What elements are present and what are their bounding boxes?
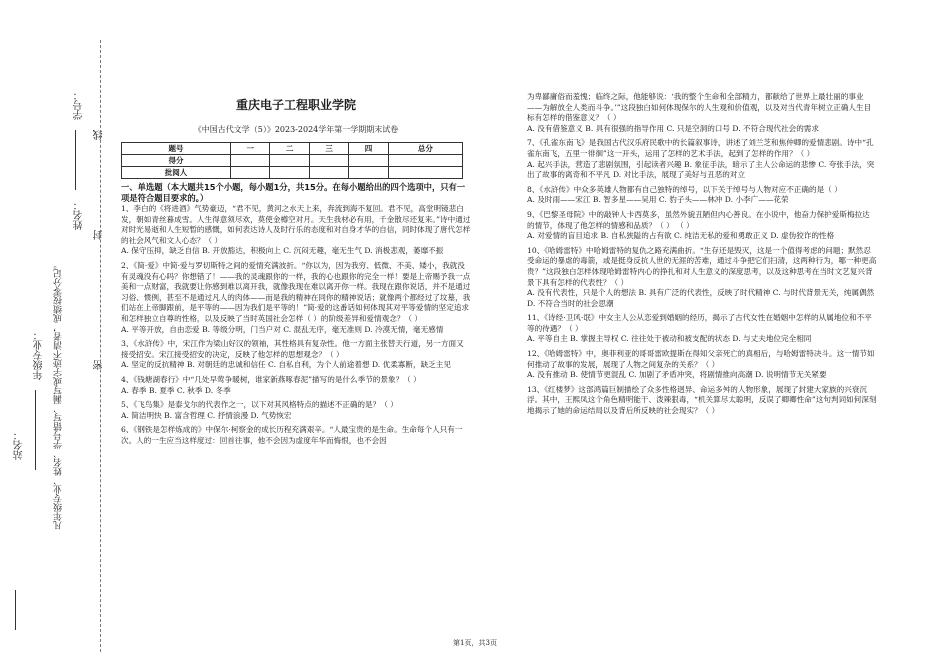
question-stem: 3、《水浒传》中，宋江作为梁山好汉的领袖，其性格具有复杂性。他一方面主张替天行道，另一方面又接受招安。宋江接受招安的决定，反映了他怎样的思想观念？（ ）: [121, 339, 464, 359]
seal-mark-feng: 封: [94, 230, 105, 240]
score-table: [121, 142, 463, 179]
question-item: [527, 185, 877, 206]
left-question-list: [121, 204, 471, 446]
grader-cell[interactable]: [231, 167, 270, 179]
id-label: 学号：: [74, 90, 85, 120]
section-heading: 一、单选题（本大题共15个小题，每小题1分，共15分。在每小题给出的四个选项中，只有一项是符合题目要求的。）: [121, 182, 466, 203]
question-item: [527, 349, 877, 381]
question-item: [527, 385, 877, 417]
school-blank[interactable]: [15, 590, 16, 630]
grader-cell[interactable]: [388, 167, 462, 179]
grader-cell[interactable]: [270, 167, 309, 179]
question-stem: 10、《哈姆雷特》中哈姆雷特的复仇之路充满曲折。“生存还是毁灭，这是一个值得考虑的问题；默然忍受命运的暴虐的毒箭，或是挺身反抗人世的无涯的苦难，通过斗争把它们扫清，这两种行为，哪一种更高贵？”这段独白怎样体现哈姆雷特内心的挣扎和对人生意义的深度思考，以及这种思考在当时文艺复兴背景下具有怎样的代表性？（ ）: [527, 245, 877, 287]
score-table-label-grader: 批阅人: [122, 167, 231, 179]
binding-warning: 凡年级专业、姓名、学号错写、漏写或字迹不清者，成绩按零分记。: [54, 260, 64, 530]
question-options[interactable]: A. 保守压抑，缺乏自信 B. 开放豁达，积极向上 C. 沉闷无趣，毫无生气 D. 消极悲观，萎靡不振: [121, 246, 444, 256]
grader-cell[interactable]: [349, 167, 388, 179]
grade-blank[interactable]: [35, 390, 36, 470]
question-item: [121, 204, 471, 257]
question-stem: 6、《钢铁是怎样炼成的》中保尔·柯察金的成长历程充满艰辛。“人最宝贵的是生命。生命每个人只有一次。人的一生应当这样度过：回首往事，他不会因为虚度年华而悔恨，也不会因: [121, 425, 463, 445]
right-question-list: [527, 92, 877, 417]
score-cell[interactable]: [349, 155, 388, 167]
score-cell[interactable]: [388, 155, 462, 167]
question-stem: 9、《巴黎圣母院》中的敲钟人卡西莫多，虽然外貌丑陋但内心善良。在小说中，他奋力保护爱斯梅拉达的情节，体现了他怎样的情感和品质？（ ） （ ）: [527, 209, 870, 230]
score-table-label-number: 题号: [122, 143, 231, 155]
page-footer: 第1页，共3页: [453, 639, 497, 647]
name-blank[interactable]: [75, 130, 76, 190]
school-label: 站名：: [14, 430, 25, 460]
question-options[interactable]: A. 简洁明快 B. 富含哲理 C. 抒情浪漫 D. 气势恢宏: [121, 410, 292, 420]
question-options[interactable]: A. 平等开放，自由恋爱 B. 等级分明，门当户对 C. 混乱无序，毫无准则 D. 冷漠无情，毫无感情: [121, 324, 444, 334]
question-item: [121, 375, 471, 396]
question-stem: 1、李白的《将进酒》气势豪迈，“君不见，黄河之水天上来，奔流到海不复回。君不见，高堂明镜悲白发，朝如青丝暮成雪。人生得意须尽欢，莫使金樽空对月。天生我材必有用，千金散尽还复来。”诗中通过对时光易逝和人生短暂的感慨，如何表达诗人及时行乐的态度和对自身才华的自信，同时体现了唐代怎样的社会风气和文人心态？（ ）: [121, 204, 471, 245]
question-options[interactable]: A. 没有推动 B. 使情节更混乱 C. 加剧了矛盾冲突，将剧情推向高潮 D. 说明情节无关紧要: [527, 370, 827, 380]
question-stem: 4、《钱塘湖春行》中“几处早莺争暖树，谁家新燕啄春泥”描写的是什么季节的景象？（ ）: [121, 374, 421, 384]
score-table-col-1: 一: [231, 143, 270, 155]
question-options[interactable]: A. 没有代表性，只是个人的想法 B. 具有广泛的代表性，反映了时代精神 C. 与时代背景无关，纯属偶然 D. 不符合当时的社会思潮: [527, 288, 875, 308]
question-stem: 7、《孔雀东南飞》是我国古代汉乐府民歌中的长篇叙事诗，讲述了刘兰芝和焦仲卿的爱情悲剧。诗中“孔雀东南飞，五里一徘徊”这一开头，运用了怎样的艺术手法，起到了怎样的作用？（ ）: [527, 138, 874, 158]
right-column: [527, 92, 877, 421]
grade-label: 年级专业：: [34, 330, 45, 380]
grader-cell[interactable]: [309, 167, 348, 179]
school-title: 重庆电子工程职业学院: [235, 98, 356, 112]
question-options[interactable]: A. 春季 B. 夏季 C. 秋季 D. 冬季: [121, 385, 231, 395]
name-label: 姓名：: [74, 200, 85, 230]
question-stem: 2、《简·爱》中简·爱与罗切斯特之间的爱情充满波折。“你以为，因为我穷、低微、不美、矮小，我就没有灵魂没有心吗？你想错了！——我的灵魂跟你的一样，我的心也跟你的完全一样！要是上帝赐予我一点美和一点财富，我就要让你感到难以离开我，就像我现在难以离开你一样。我现在跟你说话，并不是通过习俗、惯例，甚至不是通过凡人的肉体——而是我的精神在同你的精神说话；就像两个都经过了坟墓，我们站在上帝脚跟前，是平等的——因为我们是平等的！”简·爱的这番话如何体现其对平等爱情的坚定追求和怎样独立自尊的性格，以及反映了当时英国社会怎样（ ）的阶级差异和爱情观念？（ ）: [121, 260, 471, 323]
question-options[interactable]: A. 坚定的反抗精神 B. 对朝廷的忠诚和信任 C. 自私自利，为个人前途着想 D. 优柔寡断，缺乏主见: [121, 360, 451, 370]
score-table-col-3: 三: [309, 143, 348, 155]
question-item: [121, 261, 471, 335]
question-options[interactable]: A. 起兴手法，营造了悲剧氛围，引起读者兴趣 B. 象征手法，暗示了主人公命运的悲惨 C. 夸张手法，突出了故事的离奇和不平凡 D. 对比手法，展现了美好与丑恶的对立: [527, 159, 875, 180]
score-cell[interactable]: [231, 155, 270, 167]
score-table-row-score: [122, 155, 463, 167]
question-options[interactable]: A. 平等自主 B. 掌握主导权 C. 往往处于被动和被支配的状态 D. 与丈夫地位完全相同: [527, 334, 812, 344]
question-options[interactable]: A. 没有借鉴意义 B. 具有很强的指导作用 C. 只是空洞的口号 D. 不符合现代社会的需求: [527, 123, 819, 133]
question-item: [527, 313, 877, 345]
question-stem: 5、《飞鸟集》是泰戈尔的代表作之一，以下对其风格特点的描述不正确的是？（ ）: [121, 400, 398, 410]
score-table-col-total: 总分: [388, 143, 462, 155]
exam-title: 《中国古代文学（5）》2023-2024学年第一学期期末试卷: [193, 125, 399, 134]
score-table-col-4: 四: [349, 143, 388, 155]
question-item: [527, 246, 877, 310]
question-options[interactable]: A. 及时雨——宋江 B. 智多星——吴用 C. 豹子头——林冲 D. 小李广——花荣: [527, 195, 789, 205]
question-item: [527, 138, 877, 180]
score-table-col-2: 二: [270, 143, 309, 155]
score-cell[interactable]: [309, 155, 348, 167]
score-table-row-header: [122, 143, 463, 155]
question-options[interactable]: A. 对爱情的盲目追求 B. 自私狭隘的占有欲 C. 纯洁无私的爱和勇敢正义 D. 虚伪狡诈的性格: [527, 231, 835, 241]
score-table-label-score: 得分: [122, 155, 231, 167]
seal-mark-mi: 密: [94, 360, 105, 370]
score-table-row-grader: [122, 167, 463, 179]
score-cell[interactable]: [270, 155, 309, 167]
question-stem: 12、《哈姆雷特》中，奥菲利亚的哥哥雷欧提斯在得知父亲死亡的真相后，与哈姆雷特决斗。这一情节如何推动了故事的发展，展现了人物之间复杂的关系？（ ）: [527, 349, 875, 369]
left-column: [121, 182, 471, 450]
question-stem: 8、《水浒传》中众多英雄人物都有自己独特的绰号，以下关于绰号与人物对应不正确的是（ ）: [527, 184, 842, 194]
question-item: [527, 92, 877, 134]
question-stem: 13、《红楼梦》这部鸿篇巨制描绘了众多性格迥异、命运多舛的人物形象，展现了封建大家族的兴衰沉浮。其中，王熙凤这个角色精明能干、泼辣狠毒，“机关算尽太聪明，反误了卿卿性命”这句判词如何深刻地揭示了她的命运结局以及背后所反映的社会现实？（ ）: [527, 384, 877, 416]
question-item: [121, 400, 471, 421]
question-item: [121, 339, 471, 371]
seal-line: [100, 40, 101, 652]
question-item: [121, 425, 471, 446]
question-stem: 11、《诗经·卫风·氓》中女主人公从恋爱到婚姻的经历，揭示了古代女性在婚姻中怎样的从属地位和不平等的待遇？（ ）: [527, 313, 872, 333]
question-stem: 为卑鄙庸俗而羞愧；临终之际，他能够说：‘我的整个生命和全部精力，都献给了世界上最壮丽的事业——为解放全人类而斗争。’”这段独白如何体现保尔的人生观和价值观，以及对当代青年树立正确人生目标有怎样的借鉴意义？（ ）: [527, 92, 872, 123]
question-item: [527, 210, 877, 242]
seal-mark-xian: 线: [94, 130, 105, 140]
binding-margin: [0, 0, 110, 672]
